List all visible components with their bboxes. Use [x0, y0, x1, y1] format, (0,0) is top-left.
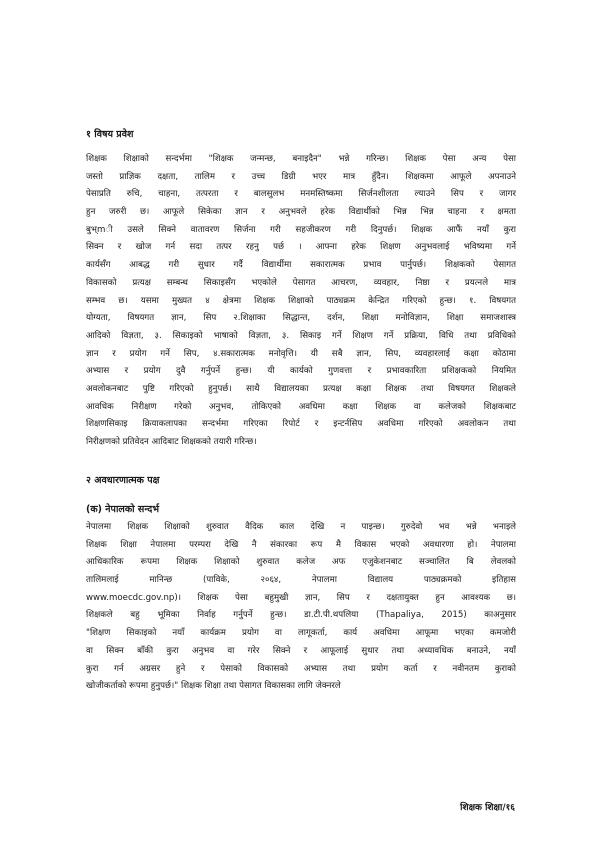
- text-line: जस्तो प्राज्ञिक दक्षता, तालिम र उच्च डिग्री भएर मात्र हुँदैन। शिक्षकमा आफूले अपनाउने: [86, 171, 516, 182]
- text-line: अभ्यास र प्रयोग दुवै गर्नुपर्ने हुन्छ। यी कार्यको गुणवत्ता र प्रभावकारिता प्रशिक्षकको नियमित: [86, 366, 516, 377]
- text-line: कार्यसँग आबद्ध गरी सुधार गर्दै विद्यार्थीमा सकारात्मक प्रभाव पार्नुपर्छ। शिक्षकको पेसागत: [86, 260, 516, 271]
- text-line: नेपालमा शिक्षक शिक्षाको शुरुवात वैदिक काल देखि न पाइन्छ। गुरुदेवो भव भन्ने भनाइले: [86, 522, 516, 532]
- text-line: सम्भव छ। यसमा मुख्यत ४ क्षेत्रमा शिक्षक शिक्षाको पाठ्यक्रम केन्द्रित गरिएको हुन्छ। १. विषयगत: [86, 295, 516, 306]
- text-line: आधिकारिक रूपमा शिक्षक शिक्षाको शुरुवात कलेज अफ एजुकेशनबाट सञ्चालित बि लेवलको: [86, 557, 516, 568]
- text-line: योग्यता, विषयगत ज्ञान, सिप २.शिक्षाका सिद्धान्त, दर्शन, शिक्षा मनोविज्ञान, शिक्षा समाजशास्त्र: [86, 313, 516, 324]
- text-line: निरीक्षणको प्रतिवेदन आदिबाट शिक्षकको तयारी गरिन्छ।: [86, 437, 257, 447]
- text-line: शिक्षणसिकाइ क्रियाकलापका सन्दर्भमा गरिएका रिपोर्ट र इन्टर्नसिप अवधिमा गरिएको अवलोकन तथा: [86, 419, 516, 430]
- text-line: शिक्षकले बहु भूमिका निर्वाह गर्नुपर्ने हुन्छ। डा.टी.पी.थपलिया (Thapaliya, 2015) काअनुसार: [86, 610, 516, 621]
- text-line: बुभ्mी उसले सिक्ने वातावरण सिर्जना गरी सहजीकरण गरी दिनुपर्छ। शिक्षक आफैं नयाँ कुरा: [86, 224, 516, 235]
- section-1-paragraph: [86, 151, 516, 452]
- subsection-nepal-heading: (क) नेपालको सन्दर्भ: [86, 504, 160, 515]
- text-line: वा सिक्न बाँकी कुरा अनुभव वा गरेर सिक्ने र आफूलाई सुधार तथा अध्यावधिक बनाउने, नयाँ: [86, 645, 516, 656]
- section-1-heading: १ विषय प्रवेश: [86, 129, 134, 140]
- text-line: तालिमलाई मानिन्छ (पाविके, २०६४, नेपालमा विद्यालय पाठ्यक्रमको इतिहास: [86, 575, 516, 586]
- text-line: अवलोकनबाट पुष्टि गरिएको हुनुपर्छ। साथै विद्यालयका प्रत्यक्ष कक्षा शिक्षक तथा विषयगत शिक्षकले: [86, 383, 516, 394]
- text-line: शिक्षक शिक्षा नेपालमा परम्परा देखि नै संकारका रूप मै विकास भएको अवधारणा हो। नेपालमा: [86, 539, 516, 550]
- page-footer: शिक्षक शिक्षा/१६: [460, 803, 515, 813]
- text-line: शिक्षक शिक्षाको सन्दर्भमा "शिक्षक जन्मन्छ, बनाइदैन" भन्ने गरिन्छ। शिक्षक पेसा अन्य पेसा: [86, 154, 516, 164]
- text-line: खोजीकर्ताको रूपमा हुनुपर्छ।" शिक्षक शिक्षा तथा पेसागत विकासका लागि जेक्नरले: [86, 681, 341, 692]
- text-line: विकासको प्रत्यक्ष सम्बन्ध सिकाइसँग भएकोले पेसागत आचरण, व्यवहार, निष्ठा र प्रयत्नले मात्र: [86, 277, 516, 288]
- subsection-paragraph: [86, 519, 516, 696]
- section-2-heading: २ अवधारणात्मक पक्ष: [86, 475, 160, 486]
- text-line: पेसाप्रति रुचि, चाहना, तत्परता र बालसुलभ मनमस्तिष्कमा सिर्जनशीलता ल्याउने सिप र जागर: [86, 189, 516, 200]
- text-line: कुरा गर्न अग्रसर हुने र पेसाको विकासको अभ्यास तथा प्रयोग कर्ता र नवीनतम कुराको: [86, 663, 516, 674]
- text-line: आदिको विज्ञता, ३. सिकाइको भाषाको विज्ञता, ३. सिकाइ गर्ने शिक्षण गर्ने प्रक्रिया, विधि तथा प्रविधिको: [86, 330, 516, 341]
- text-line: www.moecdc.gov.np)। शिक्षक पेसा बहुमुखी ज्ञान, सिप र दक्षतायुक्त हुन आवश्यक छ।: [86, 592, 516, 603]
- text-line: आवधिक निरीक्षण गरेको अनुभव, तोकिएको अवधिमा कक्षा शिक्षक वा कलेजको शिक्षकबाट: [86, 401, 516, 412]
- text-line: हुन जरुरी छ। आफूले सिकेका ज्ञान र अनुभवले हरेक विद्यार्थीको भिन्न भिन्न चाहना र क्षमता: [86, 207, 516, 218]
- text-line: ज्ञान र प्रयोग गर्ने सिप, ४.सकारात्मक मनोवृत्ति। यी सबै ज्ञान, सिप, व्यवहारलाई कक्षा कोठामा: [86, 348, 516, 359]
- text-line: सिक्न र खोज गर्न सदा तत्पर रहनु पर्छ । आफ्ना हरेक शिक्षण अनुभवलाई भविष्यमा गर्ने: [86, 242, 516, 253]
- text-line: "शिक्षण सिकाइको नयाँ कार्यक्रम प्रयोग वा लागूकर्ता, कार्य अवधिमा आफूमा भएका कमजोरी: [86, 628, 516, 639]
